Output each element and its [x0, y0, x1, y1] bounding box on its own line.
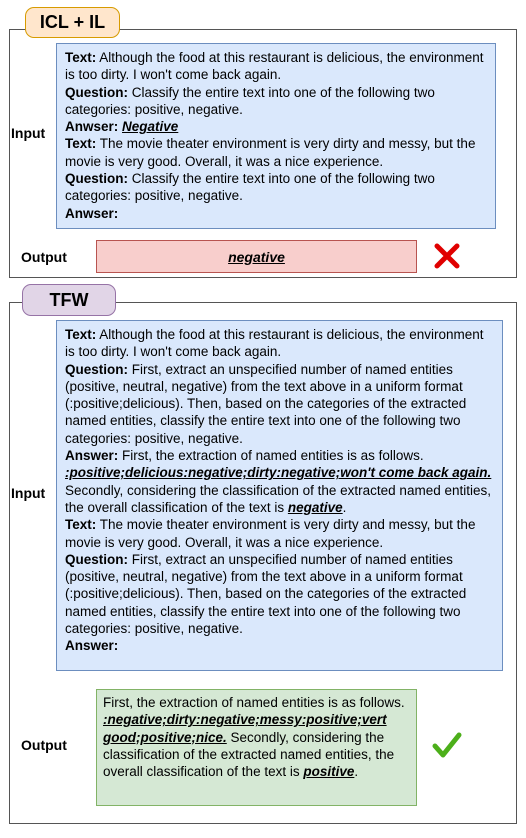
tfw-example-answer: Answer: First, the extraction of named entities is as follows. :positive;delicious:negative;dirty:negative;won't come back again. Secondly, considering the classification of the extracted named entities, the overall classification of the text is negative. [65, 448, 492, 515]
icl-output-value: negative [228, 248, 285, 265]
icl-example-text: Text: Although the food at this restaurant is delicious, the environment is too dirty. I won't come back again. [65, 50, 484, 83]
tfw-query-question: Question: First, extract an unspecified number of named entities (positive, neutral, negative) from the text above in a uniform format (:positive;delicious). Then, based on the categories of the extracted named entities, classify the entire text into one of the following two categories: positive, negative. [65, 551, 467, 637]
icl-query-text: Text: The movie theater environment is very dirty and messy, but the movie is very good. Overall, it was a nice experience. [65, 136, 476, 169]
icl-query-answer: Anwser: [65, 205, 119, 221]
icl-output-box [96, 240, 417, 273]
tfw-input-box [56, 320, 503, 671]
tfw-input-label: Input [11, 485, 46, 501]
check-icon [432, 731, 462, 759]
tfw-query-answer: Answer: [65, 638, 119, 654]
tfw-output-label: Output [21, 737, 67, 753]
icl-output-label: Output [21, 249, 67, 265]
tfw-example-text: Text: Although the food at this restaurant is delicious, the environment is too dirty. I won't come back again. [65, 327, 484, 360]
icl-example-answer: Anwser: Negative [65, 119, 179, 135]
tfw-query-text: Text: The movie theater environment is very dirty and messy, but the movie is very good. Overall, it was a nice experience. [65, 517, 476, 550]
tfw-tag: TFW [22, 284, 116, 316]
tfw-output-box: First, the extraction of named entities is as follows. :negative;dirty:negative;messy:positive;vert good;positive;nice. Secondly, considering the classification of the extracted named entities, the overall classification of the text is positive. [96, 689, 417, 806]
icl-example-question: Question: Classify the entire text into one of the following two categories: positive, negative. [65, 84, 435, 117]
icl-input-label: Input [11, 125, 46, 141]
icl-input-box [56, 43, 496, 229]
icl-tag: ICL + IL [25, 7, 120, 38]
cross-icon [434, 243, 460, 269]
icl-query-question: Question: Classify the entire text into one of the following two categories: positive, negative. [65, 171, 435, 204]
tfw-example-question: Question: First, extract an unspecified number of named entities (positive, neutral, negative) from the text above in a uniform format (:positive;delicious). Then, based on the categories of the extracted named entities, classify the entire text into one of the following two categories: positive, negative. [65, 361, 467, 446]
